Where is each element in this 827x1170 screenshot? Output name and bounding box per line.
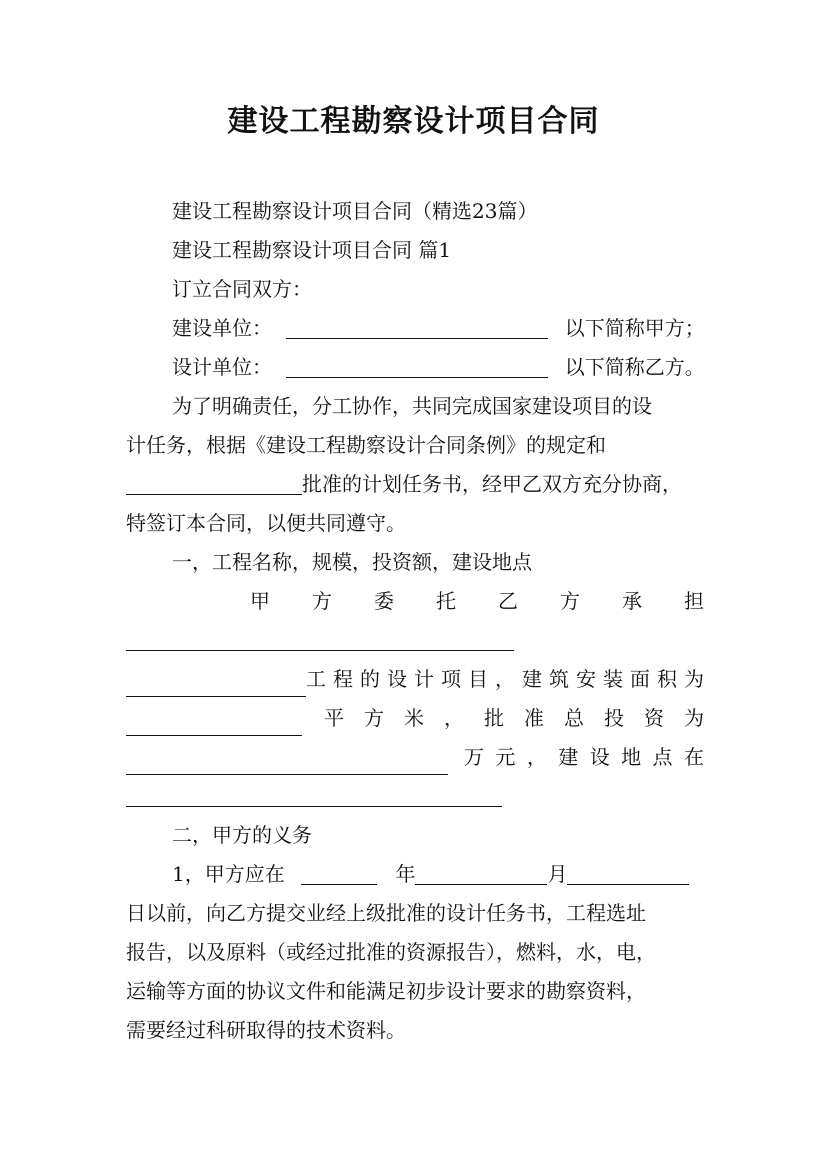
clause-one-heading: 一，工程名称，规模，投资额，建设地点 <box>172 550 532 574</box>
date-prefix: 1，甲方应在 <box>172 862 285 886</box>
spread-char: 担 <box>684 589 704 613</box>
document-title: 建设工程勘察设计项目合同 <box>227 104 600 139</box>
spread-char: 方 <box>312 589 332 613</box>
month-label: 月 <box>547 862 568 886</box>
spread-line-commission <box>250 583 704 619</box>
spread-char: 方 <box>364 706 384 730</box>
blank-line <box>126 622 704 658</box>
spread-char: 承 <box>622 589 642 613</box>
spread-char: 在 <box>683 745 704 769</box>
spread-char: ， <box>526 745 547 769</box>
paragraph-line: 为了明确责任，分工协作，共同完成国家建设项目的设 <box>172 394 652 418</box>
investment-line <box>126 739 704 775</box>
area-blank[interactable] <box>126 709 302 736</box>
party-a-line <box>126 310 750 346</box>
spread-char: ， <box>444 706 464 730</box>
project-name-blank[interactable] <box>126 670 306 697</box>
party-b-suffix: 以下简称乙方。 <box>564 355 705 379</box>
year-blank[interactable] <box>301 858 377 885</box>
spread-char: 甲 <box>250 589 270 613</box>
month-blank[interactable] <box>415 858 547 885</box>
party-b-blank[interactable] <box>286 351 548 378</box>
approval-authority-blank[interactable] <box>126 468 302 495</box>
paragraph-line <box>126 466 704 502</box>
spread-char: 设 <box>589 745 610 769</box>
paragraph-line: 计任务，根据《建设工程勘察设计合同条例》的规定和 <box>126 433 606 457</box>
section-heading-line: 建设工程勘察设计项目合同 篇1 <box>172 238 452 262</box>
project-text: 工程的设计项目，建筑安装面积为 <box>306 667 711 691</box>
paragraph-text: 批准的计划任务书，经甲乙双方充分协商， <box>302 472 682 496</box>
paragraph-line: 需要经过科研取得的技术资料。 <box>126 1018 406 1042</box>
paragraph-line: 运输等方面的协议文件和能满足初步设计要求的勘察资料， <box>126 979 646 1003</box>
spread-char: 元 <box>495 745 516 769</box>
parties-label: 订立合同双方： <box>172 277 312 301</box>
project-line <box>126 661 711 697</box>
party-a-suffix: 以下简称甲方； <box>564 316 705 340</box>
subtitle-line: 建设工程勘察设计项目合同（精选23篇） <box>172 199 538 223</box>
project-owner-blank[interactable] <box>126 624 514 651</box>
paragraph-line: 日以前，向乙方提交业经上级批准的设计任务书，工程选址 <box>126 901 646 925</box>
spread-char: 委 <box>374 589 394 613</box>
clause-two-heading: 二，甲方的义务 <box>172 823 312 847</box>
spread-char: 万 <box>464 745 484 769</box>
day-blank[interactable] <box>567 858 689 885</box>
investment-blank[interactable] <box>126 748 448 775</box>
spread-char: 托 <box>436 589 456 613</box>
location-blank[interactable] <box>126 780 502 807</box>
spread-char: 乙 <box>498 589 518 613</box>
spread-char: 建 <box>558 745 579 769</box>
spread-char: 准 <box>524 706 544 730</box>
spread-char: 资 <box>644 706 664 730</box>
party-b-label: 设计单位： <box>172 355 272 379</box>
blank-line <box>126 778 704 814</box>
spread-char: 总 <box>564 706 584 730</box>
spread-char: 平 <box>324 706 344 730</box>
spread-char: 投 <box>604 706 624 730</box>
party-b-line <box>126 349 750 385</box>
spread-char: 批 <box>484 706 504 730</box>
area-text <box>324 700 704 736</box>
spread-char: 米 <box>404 706 424 730</box>
spread-char: 地 <box>621 745 642 769</box>
paragraph-line: 特签订本合同，以便共同遵守。 <box>126 511 406 535</box>
spread-char: 点 <box>652 745 673 769</box>
party-a-label: 建设单位： <box>172 316 272 340</box>
area-line <box>126 700 704 736</box>
party-a-blank[interactable] <box>286 312 548 339</box>
spread-char: 为 <box>684 706 704 730</box>
year-label: 年 <box>395 862 416 886</box>
date-line <box>126 856 750 892</box>
investment-text <box>464 739 704 775</box>
paragraph-line: 报告，以及原料（或经过批准的资源报告），燃料，水，电， <box>126 940 656 964</box>
spread-char: 方 <box>560 589 580 613</box>
